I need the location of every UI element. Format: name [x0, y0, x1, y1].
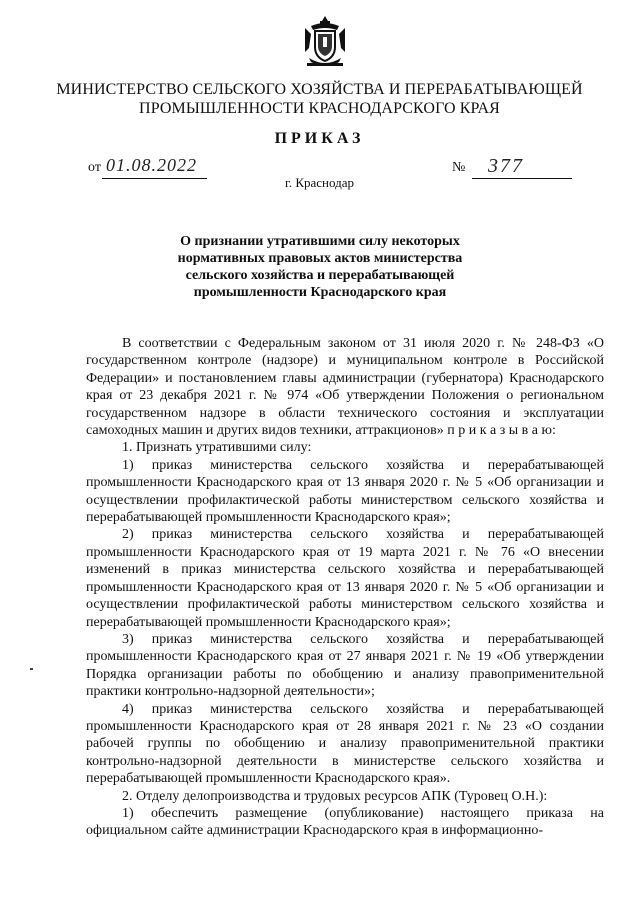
- order-heading: ПРИКАЗ: [274, 130, 365, 147]
- ministry-line-1: МИНИСТЕРСТВО СЕЛЬСКОГО ХОЗЯЙСТВА И ПЕРЕРАБАТЫВАЮЩЕЙ: [56, 81, 583, 98]
- item-2-1: 1) обеспечить размещение (опубликование) настоящего приказа на официальном сайте администрации Краснодарского края в информационно-: [86, 805, 604, 839]
- coat-of-arms-icon: [301, 14, 349, 70]
- title-line-3: сельского хозяйства и перерабатывающей: [185, 268, 455, 283]
- handwritten-number: 377: [488, 155, 524, 177]
- item-1: 1. Признать утратившими силу:: [122, 440, 312, 456]
- city: г. Краснодар: [284, 175, 355, 190]
- title-line-2: нормативных правовых актов министерства: [177, 251, 463, 266]
- date-prefix: от: [88, 160, 101, 175]
- item-1-1: 1) приказ министерства сельского хозяйства и перерабатывающей промышленности Краснодарского края от 13 января 2020 г. № 5 «Об организации и осуществлении профилактической работы министерством сельского хозяйства и перерабатывающей промышленности Краснодарского края»;: [86, 457, 604, 526]
- ministry-line-2: ПРОМЫШЛЕННОСТИ КРАСНОДАРСКОГО КРАЯ: [139, 100, 500, 117]
- title-line-1: О признании утратившими силу некоторых: [180, 234, 460, 249]
- scan-speck: [30, 668, 33, 670]
- document-body: [86, 335, 604, 840]
- item-1-3: 3) приказ министерства сельского хозяйства и перерабатывающей промышленности Краснодарского края от 27 января 2021 г. № 19 «Об утверждении Порядка организации работы по обобщению и анализу правоприменительной практики контрольно-надзорной деятельности»;: [86, 631, 604, 700]
- number-prefix: №: [452, 160, 466, 175]
- ministry-name: [40, 80, 599, 118]
- item-1-2: 2) приказ министерства сельского хозяйства и перерабатывающей промышленности Краснодарского края от 19 марта 2021 г. № 76 «О внесении изменений в приказ министерства сельского хозяйства и перерабатывающей промышленности Краснодарского края от 13 января 2020 г. № 5 «Об организации и осуществлении профилактической работы министерством сельского хозяйства и перерабатывающей промышленности Краснодарского края»;: [86, 527, 604, 630]
- document-title: [150, 233, 490, 301]
- preamble-paragraph: В соответствии с Федеральным законом от 31 июля 2020 г. № 248-ФЗ «О государственном контроле (надзоре) и муниципальном контроле в Российской Федерации» и постановлением главы администрации (губернатора) Краснодарского края от 23 декабря 2021 г. № 974 «Об утверждении Положения о региональном государственном надзоре в области технического состояния и эксплуатации самоходных машин и других видов техники, аттракционов» п р и к а з ы в а ю:: [86, 336, 604, 439]
- title-line-4: промышленности Краснодарского края: [193, 285, 447, 300]
- item-1-4: 4) приказ министерства сельского хозяйства и перерабатывающей промышленности Краснодарского края от 28 января 2021 г. № 23 «О создании рабочей группы по обобщению и анализу правоприменительной практики контрольно-надзорной деятельности в министерстве сельского хозяйства и перерабатывающей промышленности Краснодарского края».: [86, 701, 604, 787]
- item-2: 2. Отделу делопроизводства и трудовых ресурсов АПК (Туровец О.Н.):: [122, 788, 548, 804]
- handwritten-date: 01.08.2022: [106, 155, 197, 175]
